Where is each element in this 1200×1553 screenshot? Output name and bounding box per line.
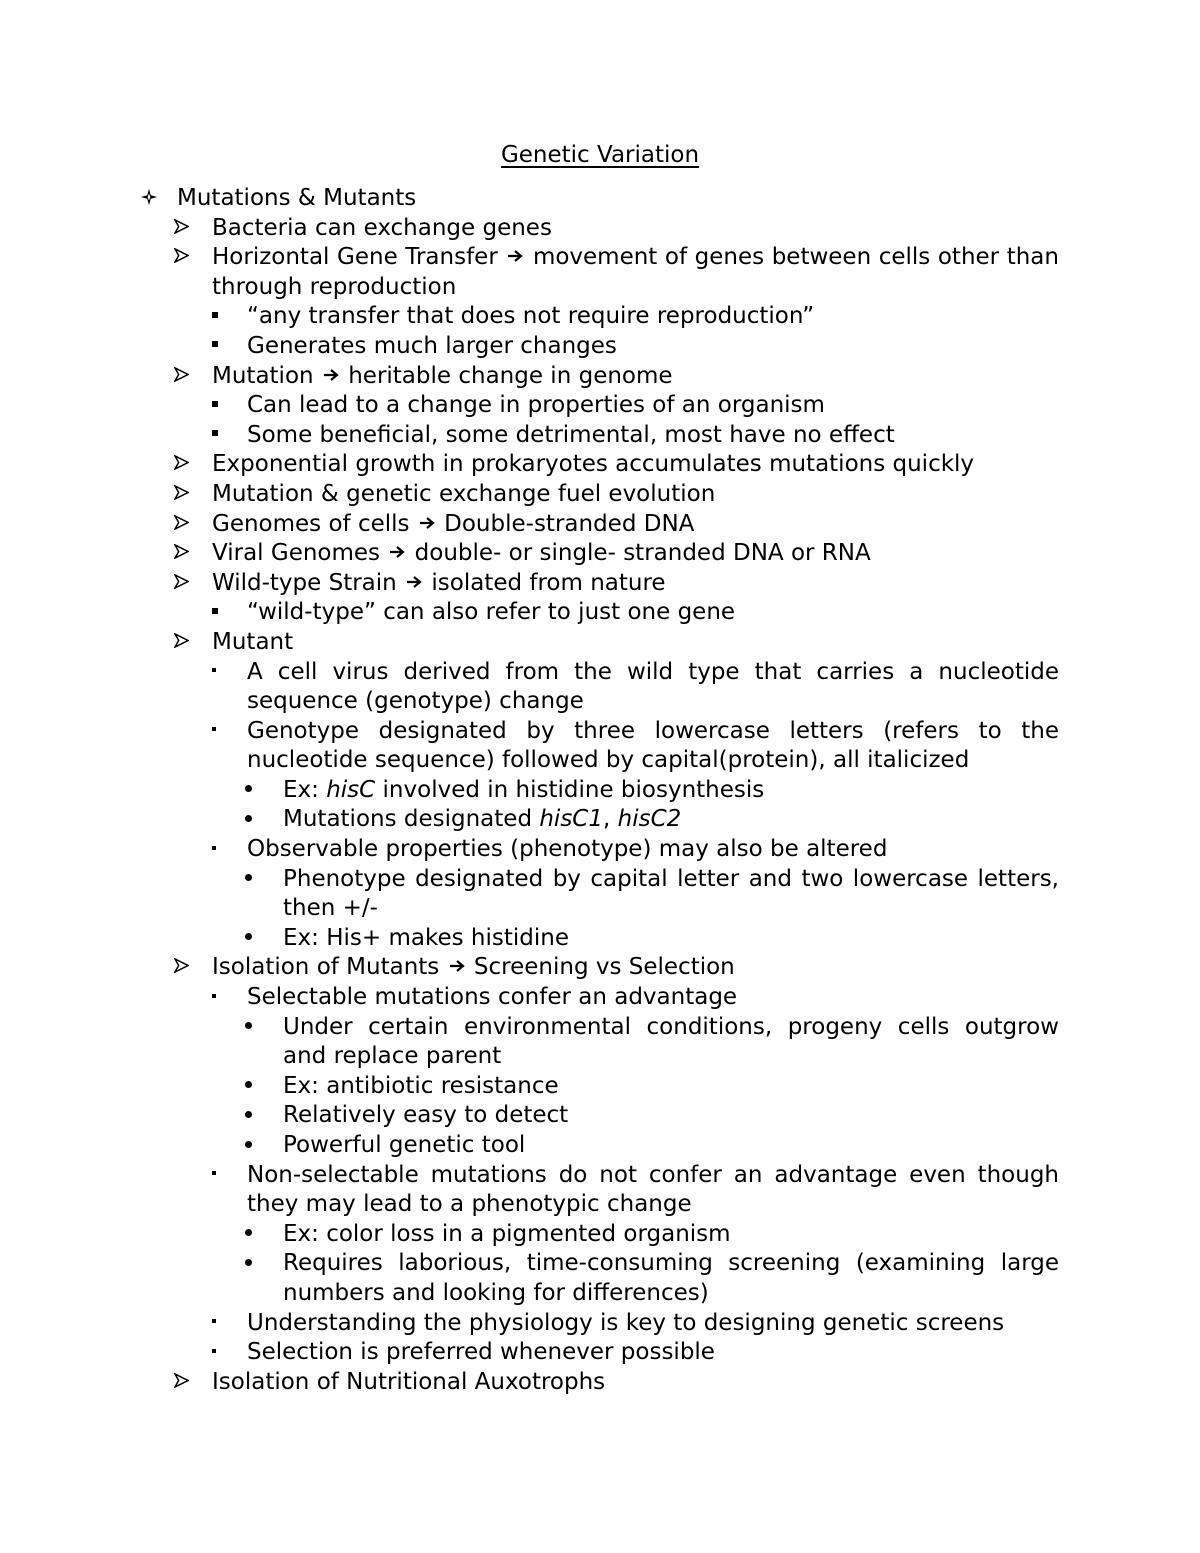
square-bullet-shape xyxy=(212,1349,216,1353)
round-bullet-shape xyxy=(245,1111,252,1118)
list-item xyxy=(283,1013,1059,1072)
list-item xyxy=(212,539,1059,569)
item-text: Viral Genomes xyxy=(212,540,388,567)
item-text: double- or single- stranded DNA or RNA xyxy=(407,540,871,567)
item-text: Observable properties (phenotype) may also be altered xyxy=(247,836,888,863)
round-bullet-shape xyxy=(245,1081,252,1088)
item-text: Horizontal Gene Transfer xyxy=(212,244,506,271)
arrowhead-bullet-icon xyxy=(174,628,198,658)
square-bullet-icon xyxy=(212,332,236,362)
page-title-text: Genetic Variation xyxy=(500,142,700,168)
list-item xyxy=(212,480,1059,510)
item-text: Mutations designated xyxy=(283,806,540,833)
right-arrow-icon xyxy=(389,545,405,559)
item-text: Can lead to a change in properties of an organism xyxy=(247,392,825,419)
square-bullet-icon xyxy=(212,391,236,421)
item-text: Bacteria can exchange genes xyxy=(212,214,552,241)
right-arrow-icon xyxy=(449,959,465,973)
square-bullet-shape xyxy=(212,846,216,850)
list-item xyxy=(212,450,1059,480)
italic-term: hisC2 xyxy=(617,806,682,833)
round-bullet-shape xyxy=(245,815,252,822)
list-item xyxy=(247,302,1059,332)
list-item xyxy=(283,924,1059,954)
list-item xyxy=(212,628,1059,658)
arrowhead-bullet-icon xyxy=(174,362,198,392)
arrowhead-bullet-icon xyxy=(174,510,198,540)
item-text: Double-stranded DNA xyxy=(436,510,695,537)
item-text: Screening vs Selection xyxy=(466,954,735,981)
round-bullet-shape xyxy=(245,785,252,792)
list-item xyxy=(212,569,1059,599)
round-bullet-icon xyxy=(245,865,269,895)
item-text: Powerful genetic tool xyxy=(283,1132,526,1158)
round-bullet-icon xyxy=(245,1072,269,1102)
round-bullet-icon xyxy=(245,924,269,954)
list-item xyxy=(212,214,1059,244)
square-bullet-shape xyxy=(212,430,218,436)
item-text: “any transfer that does not require reproduction” xyxy=(247,303,815,330)
item-text: Some beneficial, some detrimental, most have no effect xyxy=(247,421,895,448)
arrowhead-bullet-icon xyxy=(174,480,198,510)
list-item xyxy=(212,362,1059,392)
list-item xyxy=(247,332,1059,362)
square-bullet-shape xyxy=(212,1319,216,1323)
list-item xyxy=(283,1131,1059,1161)
square-bullet-shape xyxy=(212,401,218,407)
list-item xyxy=(283,1220,1059,1250)
item-text: Under certain environmental conditions, progeny cells outgrow and replace parent xyxy=(283,1013,1059,1070)
square-bullet-shape xyxy=(212,312,218,318)
round-bullet-shape xyxy=(245,1229,252,1236)
square-bullet-icon xyxy=(212,1161,236,1191)
arrowhead-bullet-icon xyxy=(174,450,198,480)
list-item xyxy=(247,391,1059,421)
item-text: Ex: xyxy=(283,776,327,803)
arrowhead-bullet-icon xyxy=(174,243,198,273)
list-item xyxy=(283,1249,1059,1308)
item-text: Selectable mutations confer an advantage xyxy=(247,984,738,1011)
round-bullet-shape xyxy=(245,1022,252,1029)
square-bullet-icon xyxy=(212,983,236,1013)
item-text: Requires laborious, time-consuming screening (examining large numbers and looking for differences) xyxy=(283,1250,1059,1306)
item-text: Generates much larger changes xyxy=(247,332,617,359)
item-text: Ex: His+ makes histidine xyxy=(283,924,569,951)
square-bullet-icon xyxy=(212,421,236,451)
list-item xyxy=(283,805,1059,835)
italic-term: hisC1 xyxy=(539,806,604,833)
round-bullet-icon xyxy=(245,1101,269,1131)
square-bullet-shape xyxy=(212,1171,216,1175)
arrowhead-bullet-icon xyxy=(174,1368,198,1398)
list-item xyxy=(247,717,1059,776)
square-bullet-shape xyxy=(212,668,216,672)
outline-list xyxy=(0,184,1200,1397)
arrowhead-bullet-icon xyxy=(174,214,198,244)
square-bullet-icon xyxy=(212,835,236,865)
arrowhead-bullet-icon xyxy=(174,953,198,983)
list-item xyxy=(283,776,1059,806)
right-arrow-icon xyxy=(323,368,339,382)
arrowhead-bullet-icon xyxy=(174,539,198,569)
item-text: involved in histidine biosynthesis xyxy=(375,776,765,803)
diamond-bullet-icon xyxy=(140,184,164,214)
item-text: A cell virus derived from the wild type that carries a nucleotide sequence (genotype) change xyxy=(247,658,1059,715)
item-text: Relatively easy to detect xyxy=(283,1102,569,1129)
item-text: Isolation of Mutants xyxy=(212,954,447,981)
list-item xyxy=(247,1338,1059,1368)
square-bullet-icon xyxy=(212,1309,236,1339)
round-bullet-icon xyxy=(245,1220,269,1250)
list-item xyxy=(247,983,1059,1013)
item-text: Genomes of cells xyxy=(212,510,417,537)
item-text: , xyxy=(603,806,618,833)
round-bullet-icon xyxy=(245,776,269,806)
square-bullet-icon xyxy=(212,598,236,628)
item-text: Genotype designated by three lowercase letters (refers to the nucleotide sequence) followed by capital(protein), all italicized xyxy=(247,717,1059,774)
list-item xyxy=(247,421,1059,451)
list-item xyxy=(212,243,1059,302)
italic-term: hisC xyxy=(326,776,376,803)
list-item xyxy=(212,1368,1059,1398)
square-bullet-shape xyxy=(212,341,218,347)
list-item xyxy=(212,953,1059,983)
square-bullet-icon xyxy=(212,658,236,688)
item-text: Understanding the physiology is key to designing genetic screens xyxy=(247,1309,1005,1336)
page-title xyxy=(0,140,1200,170)
item-text: Mutant xyxy=(212,628,294,655)
round-bullet-icon xyxy=(245,1131,269,1161)
list-item xyxy=(283,1072,1059,1102)
right-arrow-icon xyxy=(406,575,422,589)
item-text: Mutations & Mutants xyxy=(177,185,417,211)
round-bullet-shape xyxy=(245,1141,252,1148)
item-text: Mutation xyxy=(212,362,321,389)
round-bullet-icon xyxy=(245,1249,269,1279)
list-item xyxy=(177,184,1059,214)
item-text: Ex: color loss in a pigmented organism xyxy=(283,1220,731,1247)
round-bullet-shape xyxy=(245,874,252,881)
round-bullet-icon xyxy=(245,805,269,835)
round-bullet-icon xyxy=(245,1013,269,1043)
square-bullet-icon xyxy=(212,717,236,747)
square-bullet-shape xyxy=(212,727,216,731)
item-text: Wild-type Strain xyxy=(212,569,405,596)
square-bullet-shape xyxy=(212,608,218,614)
square-bullet-icon xyxy=(212,302,236,332)
list-item xyxy=(247,598,1059,628)
round-bullet-shape xyxy=(245,1259,252,1266)
item-text: Isolation of Nutritional Auxotrophs xyxy=(212,1368,606,1395)
item-text: movement of genes between cells other than through reproduction xyxy=(212,244,1059,300)
item-text: Mutation & genetic exchange fuel evolution xyxy=(212,480,716,507)
right-arrow-icon xyxy=(419,516,435,530)
item-text: heritable change in genome xyxy=(340,362,673,389)
item-text: Non-selectable mutations do not confer an advantage even though they may lead to a phenotypic change xyxy=(247,1161,1059,1218)
arrowhead-bullet-icon xyxy=(174,569,198,599)
list-item xyxy=(247,835,1059,865)
list-item xyxy=(247,1309,1059,1339)
list-item xyxy=(283,865,1059,924)
item-text: Selection is preferred whenever possible xyxy=(247,1339,715,1366)
item-text: Phenotype designated by capital letter and two lowercase letters, then +/- xyxy=(283,865,1059,922)
square-bullet-icon xyxy=(212,1338,236,1368)
list-item xyxy=(247,658,1059,717)
round-bullet-shape xyxy=(245,933,252,940)
item-text: isolated from nature xyxy=(424,569,666,596)
list-item xyxy=(247,1161,1059,1220)
list-item xyxy=(283,1101,1059,1131)
item-text: Exponential growth in prokaryotes accumulates mutations quickly xyxy=(212,451,975,478)
right-arrow-icon xyxy=(507,249,523,263)
item-text: “wild-type” can also refer to just one gene xyxy=(247,599,736,626)
item-text: Ex: antibiotic resistance xyxy=(283,1072,559,1099)
list-item xyxy=(212,510,1059,540)
square-bullet-shape xyxy=(212,994,216,998)
